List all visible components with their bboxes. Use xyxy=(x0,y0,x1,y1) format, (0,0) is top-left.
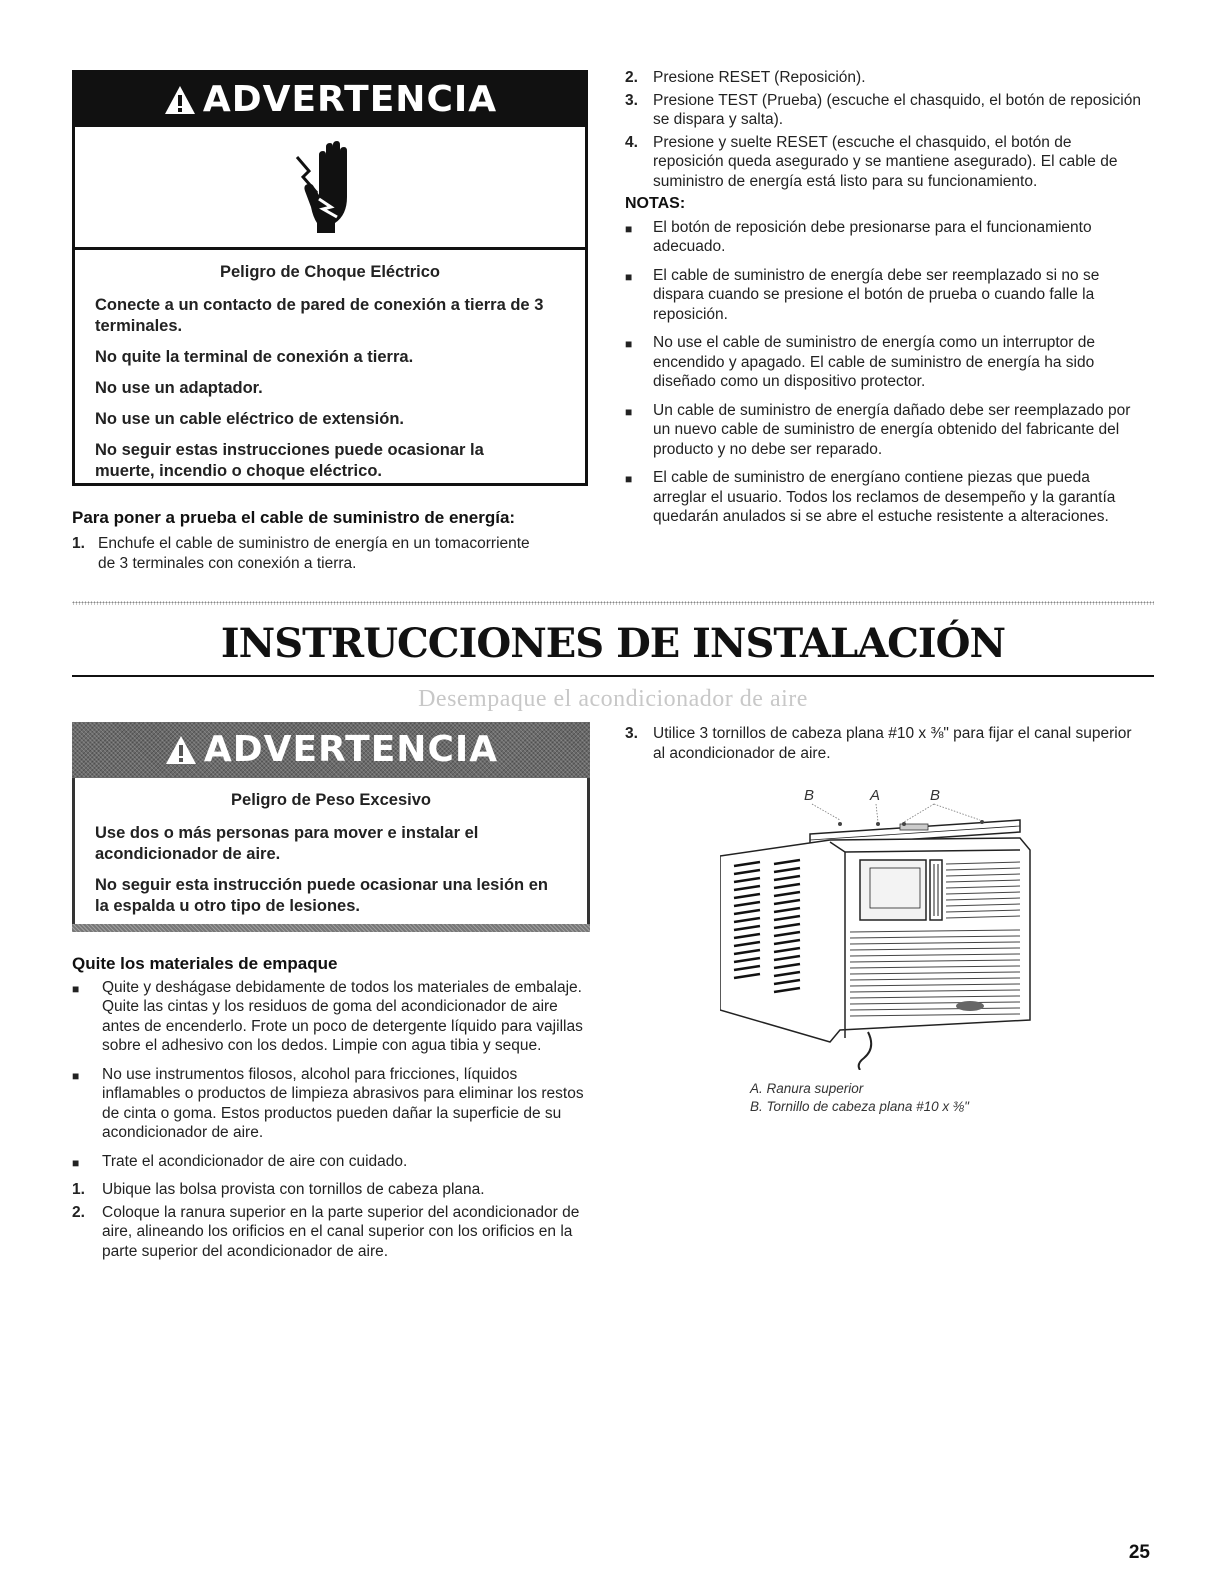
step-text: Presione y suelte RESET (escuche el chasquido, el botón de reposición queda asegurado y se mantiene asegurado). El cable de suministro de energía está listo para su funcionamiento. xyxy=(653,133,1118,190)
note-text: No use el cable de suministro de energía como un interruptor de encendido y apagado. El cable de suministro de energía ha sido diseñado como un dispositivo protector. xyxy=(653,334,1095,390)
step-number: 1. xyxy=(72,1181,85,1198)
figure-label-b-right: B xyxy=(930,787,941,804)
warning-line: Conecte a un contacto de pared de conexión a tierra de 3 terminales. xyxy=(95,296,544,335)
warning-line: No use un adaptador. xyxy=(95,379,263,397)
warning-box-weight xyxy=(72,722,590,932)
note-text: Un cable de suministro de energía dañado debe ser reemplazado por un nuevo cable de suministro de energía obtenido del fabricante del producto y no debe ser reparado. xyxy=(653,401,1131,458)
warning-line: No quite la terminal de conexión a tierra. xyxy=(95,348,414,366)
figure-caption xyxy=(750,1080,1110,1116)
power-cord xyxy=(859,1032,872,1070)
caption-b: B. Tornillo de cabeza plana #10 x ⅜" xyxy=(750,1099,969,1114)
list-item xyxy=(625,468,1145,527)
stipple-bottom xyxy=(72,924,590,932)
step-text: Presione RESET (Reposición). xyxy=(653,69,866,86)
list-item xyxy=(625,91,1145,130)
step-number: 2. xyxy=(72,1203,85,1221)
warning-line: Use dos o más personas para mover e instalar el acondicionador de aire. xyxy=(95,824,479,863)
list-item xyxy=(72,1180,592,1200)
warning-box-electric xyxy=(72,70,588,486)
bullet-icon: ■ xyxy=(72,1155,80,1170)
list-item xyxy=(625,333,1145,392)
step-text: Presione TEST (Prueba) (escuche el chasquido, el botón de reposición se dispara y salta). xyxy=(653,91,1141,128)
step-text: Coloque la ranura superior en la parte superior del acondicionador de aire, alineando los orificios en el canal superior con los orificios en la parte superior del acondicionador de aire. xyxy=(102,1203,580,1260)
note-text: El cable de suministro de energíano contiene piezas que pueda arreglar el usuario. Todos los reclamos de desempeño y la garantía quedarán anulados si se abre el estuche resistente a alteraciones. xyxy=(653,469,1116,525)
list-item xyxy=(72,1065,592,1143)
bullet-icon: ■ xyxy=(72,1068,80,1083)
bullet-text: Quite y deshágase debidamente de todos los materiales de embalaje. Quite las cintas y los residuos de goma del acondicionador de aire antes de encenderlo. Frote un poco de detergente líquido para vajillas sobre el adhesivo con los dedos. Limpie con agua tibia y seque. xyxy=(102,978,583,1054)
warning-triangle-icon xyxy=(164,734,198,766)
caption-a: A. Ranura superior xyxy=(750,1081,864,1096)
list-item xyxy=(625,724,1145,763)
warning-triangle-icon xyxy=(163,84,197,116)
test-section-left xyxy=(72,508,592,582)
bullet-icon: ■ xyxy=(72,981,80,996)
logo-badge xyxy=(956,1001,984,1011)
list-item xyxy=(72,534,538,573)
warning-line: No seguir esta instrucción puede ocasionar una lesión en la espalda u otro tipo de lesiones. xyxy=(95,876,548,915)
section-title: INSTRUCCIONES DE INSTALACIÓN xyxy=(220,620,1006,667)
bullet-text: No use instrumentos filosos, alcohol para fricciones, líquidos inflamables o productos de limpieza abrasivos para eliminar los restos de cinta o goma. Estos productos pueden dañar la superficie de su acondicionador de aire. xyxy=(102,1065,584,1141)
list-item xyxy=(72,978,592,1056)
electric-shock-hand-icon xyxy=(293,137,365,237)
step-number: 1. xyxy=(72,535,85,552)
bullet-text: Trate el acondicionador de aire con cuidado. xyxy=(102,1152,408,1170)
hazard-title: Peligro de Peso Excesivo xyxy=(231,791,431,809)
list-item xyxy=(72,1203,592,1262)
warning-header xyxy=(75,73,585,127)
step-number: 4. xyxy=(625,133,638,151)
list-item xyxy=(72,1152,592,1172)
section-rule xyxy=(72,675,1154,677)
list-item xyxy=(625,133,1145,192)
packing-heading: Quite los materiales de empaque xyxy=(72,954,338,973)
bullet-icon: ■ xyxy=(625,269,633,284)
dotted-rule xyxy=(72,601,1154,605)
warning-header-text: ADVERTENCIA xyxy=(203,729,499,770)
bullet-icon: ■ xyxy=(625,404,633,419)
list-item xyxy=(625,401,1145,460)
step-text: Enchufe el cable de suministro de energía en un tomacorriente de 3 terminales con conexión a tierra. xyxy=(98,535,530,572)
step-number: 3. xyxy=(625,91,638,109)
step-text: Utilice 3 tornillos de cabeza plana #10 x ⅜" para fijar el canal superior al acondicionador de aire. xyxy=(653,725,1132,762)
test-heading: Para poner a prueba el cable de suministro de energía: xyxy=(72,508,516,527)
note-text: El botón de reposición debe presionarse para el funcionamiento adecuado. xyxy=(653,218,1092,255)
list-item xyxy=(625,266,1145,325)
shock-hazard-icon-area xyxy=(75,127,585,250)
step-number: 2. xyxy=(625,69,638,86)
note-text: El cable de suministro de energía debe ser reemplazado si no se dispara cuando se presione el botón de prueba o cuando falle la reposición. xyxy=(653,266,1100,323)
subsection-title: Desempaque el acondicionador de aire xyxy=(418,686,808,712)
figure-label-a: A xyxy=(870,787,881,804)
list-item xyxy=(625,68,1145,88)
step-text: Ubique las bolsa provista con tornillos de cabeza plana. xyxy=(102,1181,485,1198)
bullet-icon: ■ xyxy=(625,472,633,486)
figure-label-b-left: B xyxy=(804,787,815,804)
bullet-icon: ■ xyxy=(625,221,633,236)
page-number: 25 xyxy=(1128,1542,1150,1563)
list-item xyxy=(625,218,1145,257)
step-number: 3. xyxy=(625,725,638,742)
hazard-title: Peligro de Choque Eléctrico xyxy=(219,263,441,281)
bullet-icon: ■ xyxy=(625,337,633,351)
air-conditioner-illustration xyxy=(720,780,1040,1070)
leader-lines xyxy=(812,804,980,822)
warning-line: No use un cable eléctrico de extensión. xyxy=(95,410,405,428)
packing-section xyxy=(72,954,592,1270)
warning-header xyxy=(72,722,590,778)
notes-label: NOTAS: xyxy=(625,195,686,212)
front-panel xyxy=(860,860,942,920)
test-section-right xyxy=(625,68,1145,536)
warning-header-text: ADVERTENCIA xyxy=(202,79,498,120)
packing-step-3 xyxy=(625,724,1145,772)
warning-line: No seguir estas instrucciones puede ocasionar la muerte, incendio o choque eléctrico. xyxy=(95,441,484,480)
